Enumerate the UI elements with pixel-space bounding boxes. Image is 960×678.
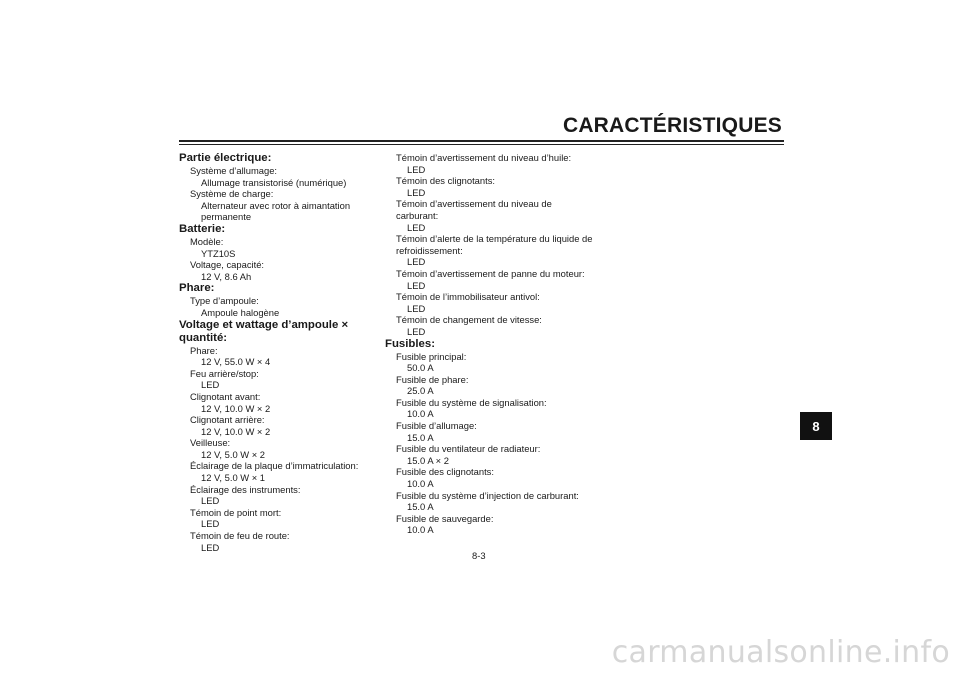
fuse-label: Fusible des clignotants: — [396, 466, 494, 478]
spec-label: Système de charge: — [190, 188, 274, 200]
right-column — [385, 152, 595, 536]
spec-value: LED — [201, 495, 220, 507]
spec-label: Témoin des clignotants: — [396, 175, 496, 187]
spec-value: YTZ10S — [201, 247, 236, 259]
spec-value: LED — [201, 541, 220, 553]
header-rule-thin — [179, 144, 784, 145]
fuse-label: Fusible du système de signalisation: — [396, 396, 547, 408]
fuse-label: Fusible d’allumage: — [396, 420, 477, 432]
spec-value: LED — [407, 186, 426, 198]
spec-value: 12 V, 5.0 W × 2 — [201, 448, 266, 460]
spec-value: 12 V, 8.6 Ah — [201, 270, 252, 282]
spec-label: Feu arrière/stop: — [190, 367, 259, 379]
spec-label: Voltage, capacité: — [190, 259, 265, 271]
fuse-value: 10.0 A — [407, 478, 434, 490]
spec-value: 12 V, 10.0 W × 2 — [201, 425, 271, 437]
fuse-value: 15.0 A — [407, 431, 434, 443]
spec-label: Témoin de feu de route: — [190, 530, 290, 542]
fuse-value: 50.0 A — [407, 362, 434, 374]
spec-value: 12 V, 5.0 W × 1 — [201, 472, 266, 484]
fuse-label: Fusible de sauvegarde: — [396, 512, 494, 524]
spec-value: LED — [407, 302, 426, 314]
section-title: Voltage et wattage d’ampoule × quantité: — [179, 318, 349, 344]
spec-label: Système d’allumage: — [190, 165, 278, 176]
page-title: CARACTÉRISTIQUES — [562, 114, 782, 137]
spec-label: Éclairage des instruments: — [190, 483, 301, 495]
left-column — [179, 152, 384, 553]
fuse-value: 10.0 A — [407, 408, 434, 420]
spec-label: Type d’ampoule: — [190, 295, 259, 307]
spec-value: Allumage transistorisé (numérique) — [201, 176, 347, 188]
section-title: Batterie: — [179, 222, 226, 235]
spec-label: Modèle: — [190, 235, 224, 247]
spec-label: Témoin de changement de vitesse: — [396, 314, 542, 326]
section-title: Partie électrique: — [179, 152, 272, 164]
spec-value: LED — [407, 163, 426, 175]
spec-label: Témoin d’alerte de la température du liquide de refroidissement: — [396, 233, 593, 256]
spec-value: LED — [407, 256, 426, 268]
spec-label: Phare: — [190, 344, 218, 356]
section-title: Fusibles: — [385, 337, 436, 350]
page-number: 8-3 — [472, 550, 486, 561]
spec-value: LED — [407, 221, 426, 233]
spec-section — [179, 282, 384, 318]
spec-label: Clignotant avant: — [190, 390, 261, 402]
spec-label: Éclairage de la plaque d’immatriculation: — [190, 460, 359, 472]
spec-label: Clignotant arrière: — [190, 414, 265, 426]
fuse-label: Fusible du ventilateur de radiateur: — [396, 443, 541, 455]
spec-value: LED — [407, 325, 426, 337]
section-title: Phare: — [179, 282, 215, 295]
fuse-value: 15.0 A — [407, 501, 434, 513]
spec-label: Témoin de point mort: — [190, 506, 282, 518]
fuse-label: Fusible principal: — [396, 350, 467, 362]
spec-value: Alternateur avec rotor à aimantation permanente — [201, 199, 351, 223]
spec-section — [179, 319, 384, 554]
spec-value: Ampoule halogène — [201, 306, 280, 318]
spec-value: 12 V, 10.0 W × 2 — [201, 402, 271, 414]
spec-section — [179, 223, 384, 282]
spec-label: Veilleuse: — [190, 437, 231, 449]
spec-value: LED — [407, 279, 426, 291]
fuse-value: 15.0 A × 2 — [407, 454, 449, 466]
spec-value: 12 V, 55.0 W × 4 — [201, 356, 271, 368]
spec-label: Témoin d’avertissement du niveau de carburant: — [396, 198, 552, 221]
chapter-tab: 8 — [800, 412, 832, 440]
spec-value: LED — [201, 518, 220, 530]
header-rule — [179, 140, 784, 142]
spec-value: LED — [201, 379, 220, 391]
spec-section — [179, 152, 384, 223]
fuse-value: 10.0 A — [407, 524, 434, 536]
spec-label: Témoin de l’immobilisateur antivol: — [396, 291, 540, 303]
spec-label: Témoin d’avertissement du niveau d’huile: — [396, 152, 572, 163]
watermark: carmanualsonline.info — [611, 635, 950, 670]
fuse-label: Fusible de phare: — [396, 373, 469, 385]
spec-label: Témoin d’avertissement de panne du moteur: — [396, 267, 585, 279]
fuse-value: 25.0 A — [407, 385, 434, 397]
fuse-label: Fusible du système d’injection de carburant: — [396, 489, 579, 501]
